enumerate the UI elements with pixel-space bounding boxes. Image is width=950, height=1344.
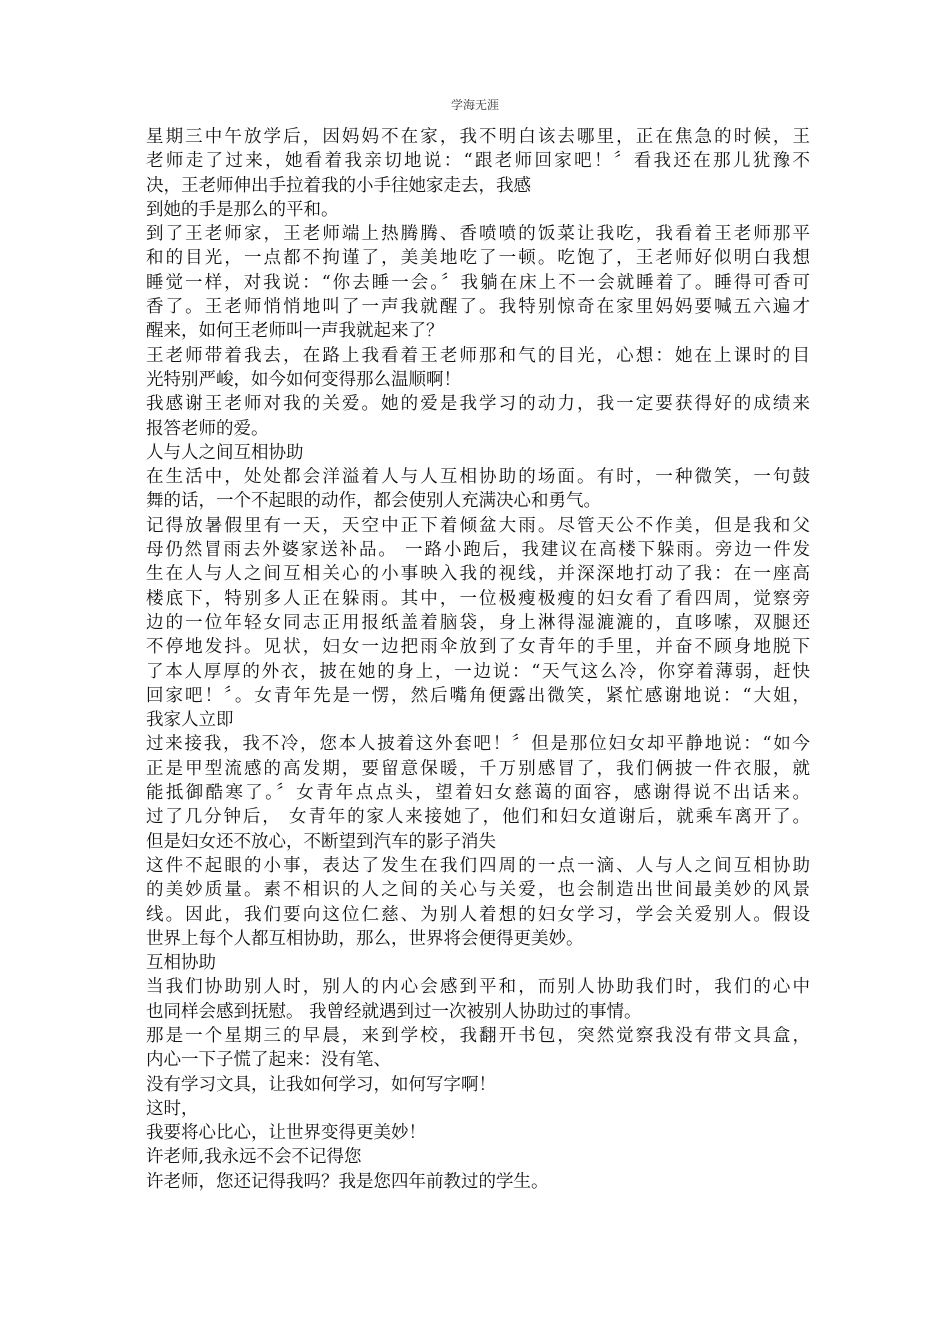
page-header: 学海无涯: [450, 98, 499, 112]
text-line: 线。因此，我们要向这位仁慈、为别人着想的妇女学习，学会关爱别人。假设: [146, 904, 810, 925]
text-line: 舞的话，一个不起眼的动作，都会使别人充满决心和勇气。: [146, 491, 601, 512]
text-line: 决，王老师伸出手拉着我的小手往她家走去，我感: [146, 175, 531, 196]
text-line: 和的目光，一点都不拘谨了，美美地吃了一顿。吃饱了，王老师好似明白我想: [146, 248, 810, 269]
text-line: 这时，: [146, 1098, 199, 1119]
text-line: 许老师,我永远不会不记得您: [146, 1147, 362, 1168]
text-line: 过来接我，我不冷，您本人披着这外套吧！〞但是那位妇女却平静地说：“如今: [146, 734, 810, 755]
text-line: 在生活中，处处都会洋溢着人与人互相协助的场面。有时，一种微笑，一句鼓: [146, 467, 810, 488]
text-line: 当我们协助别人时，别人的内心会感到平和，而别人协助我们时，我们的心中: [146, 977, 810, 998]
text-line: 楼底下，特别多人正在躲雨。其中，一位极瘦极瘦的妇女看了看四周，觉察旁: [146, 588, 810, 609]
text-line: 记得放暑假里有一天，天空中正下着倾盆大雨。尽管天公不作美，但是我和父: [146, 515, 810, 536]
text-line: 内心一下子慌了起来：没有笔、: [146, 1050, 391, 1071]
text-line: 到她的手是那么的平和。: [146, 199, 339, 220]
text-line: 这件不起眼的小事，表达了发生在我们四周的一点一滴、人与人之间互相协助: [146, 855, 810, 876]
text-line: 生在人与人之间互相关心的小事映入我的视线，并深深地打动了我：在一座高: [146, 564, 810, 585]
text-line: 边的一位年轻女同志正用报纸盖着脑袋，身上淋得湿漉漉的，直哆嗦，双腿还: [146, 612, 810, 633]
text-line: 报答老师的爱。: [146, 418, 269, 439]
text-line: 正是甲型流感的高发期，要留意保暖，千万别感冒了，我们俩披一件衣服，就: [146, 758, 810, 779]
text-line: 我要将心比心，让世界变得更美妙！: [146, 1123, 426, 1144]
text-line: 能抵御酷寒了。〞女青年点点头，望着妇女慈蔼的面容，感谢得说不出话来。: [146, 783, 810, 804]
text-line: 的美妙质量。素不相识的人之间的关心与关爱，也会制造出世间最美妙的风景: [146, 880, 810, 901]
text-line: 睡觉一样，对我说：“你去睡一会。〞我躺在床上不一会就睡着了。睡得可香可: [146, 272, 810, 293]
text-line: 星期三中午放学后，因妈妈不在家，我不明白该去哪里，正在焦急的时候，王: [146, 127, 810, 147]
text-line: 互相协助: [146, 953, 216, 974]
text-line: 我感谢王老师对我的关爱。她的爱是我学习的动力，我一定要获得好的成绩来: [146, 394, 810, 415]
text-line: 没有学习文具，让我如何学习，如何写字啊！: [146, 1074, 496, 1095]
text-line: 母仍然冒雨去外婆家送补品。 一路小跑后，我建议在高楼下躲雨。旁边一件发: [146, 540, 810, 561]
text-line: 到了王老师家，王老师端上热腾腾、香喷喷的饭菜让我吃，我看着王老师那平: [146, 224, 810, 245]
text-line: 醒来，如何王老师叫一声我就起来了？: [146, 321, 444, 342]
text-line: 许老师，您还记得我吗？我是您四年前教过的学生。: [146, 1171, 549, 1192]
text-line: 不停地发抖。见状，妇女一边把雨伞放到了女青年的手里，并奋不顾身地脱下: [146, 637, 810, 658]
text-line: 回家吧！〞。女青年先是一愣，然后嘴角便露出微笑，紧忙感谢地说：“大姐，: [146, 685, 810, 706]
text-line: 王老师带着我去，在路上我看着王老师那和气的目光，心想：她在上课时的目: [146, 345, 810, 366]
text-line: 了本人厚厚的外衣，披在她的身上，一边说：“天气这么冷，你穿着薄弱，赶快: [146, 661, 810, 682]
text-line: 过了几分钟后， 女青年的家人来接她了，他们和妇女道谢后，就乘车离开了。: [146, 807, 810, 828]
document-body: [146, 125, 810, 1194]
text-line: 光特别严峻，如今如何变得那么温顺啊！: [146, 369, 461, 390]
text-line: 我家人立即: [146, 710, 234, 731]
text-line: 那是一个星期三的早晨，来到学校，我翻开书包，突然觉察我没有带文具盒，: [146, 1025, 810, 1046]
text-line: 世界上每个人都互相协助，那么，世界将会便得更美妙。: [146, 928, 584, 949]
text-line: 香了。王老师悄悄地叫了一声我就醒了。我特别惊奇在家里妈妈要喊五六遍才: [146, 297, 810, 318]
text-line: 但是妇女还不放心，不断望到汽车的影子消失: [146, 831, 496, 852]
text-line: 人与人之间互相协助: [146, 442, 304, 463]
text-line: 也同样会感到抚慰。 我曾经就遇到过一次被别人协助过的事情。: [146, 1001, 642, 1022]
text-line: 老师走了过来，她看着我亲切地说：“跟老师回家吧！〞看我还在那儿犹豫不: [146, 151, 810, 172]
